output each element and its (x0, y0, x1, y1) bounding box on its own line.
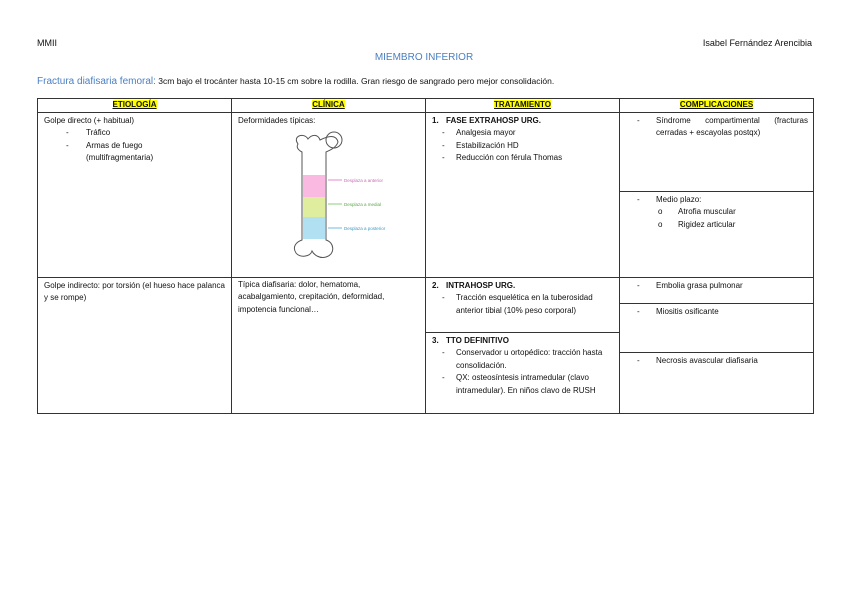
complication-subitem: o Atrofia muscular (620, 206, 808, 219)
complication-item: - Síndrome compartimental (fracturas cerradas + escayolas postqx) (620, 115, 808, 140)
complicaciones-cell-2 (620, 277, 814, 413)
complication-item: - Medio plazo: (620, 194, 808, 207)
tratamiento-cell-2 (426, 277, 620, 413)
etiologia-item-note: (multifragmentaria) (86, 153, 154, 163)
document-title: MIEMBRO INFERIOR (374, 52, 474, 63)
etiologia-item: - Tráfico (44, 127, 226, 140)
complicaciones-cell-1 (620, 112, 814, 277)
treatment-item: - QX: osteosíntesis intramedular (clavo intramedular). En niños clavo de RUSH (426, 372, 614, 397)
etiologia-direct: Golpe directo (+ habitual) (44, 115, 135, 125)
subtitle-lead: Fractura diafisaria femoral: (37, 76, 156, 87)
phase-title: FASE EXTRAHOSP URG. (446, 115, 541, 125)
subtitle (37, 76, 554, 87)
complication-item: - Miositis osificante (620, 306, 808, 319)
main-table (37, 98, 814, 414)
complication-item: - Embolia grasa pulmonar (620, 280, 808, 293)
etiologia-cell-1 (38, 112, 232, 277)
phase-title: TTO DEFINITIVO (446, 335, 509, 345)
complication-subitem: o Rigidez articular (620, 219, 808, 232)
clinica-cell (232, 112, 426, 413)
treatment-item: - Tracción esquelética en la tuberosidad anterior tibial (10% peso corporal) (426, 292, 614, 317)
column-header-etiologia: ETIOLOGÍA (38, 99, 232, 113)
treatment-item: - Reducción con férula Thomas (426, 152, 614, 165)
etiologia-item: - Armas de fuego (44, 140, 226, 153)
column-header-clinica: CLÍNICA (232, 99, 426, 113)
column-header-tratamiento: TRATAMIENTO (426, 99, 620, 113)
column-header-complicaciones: COMPLICACIONES (620, 99, 814, 113)
figure-label-posterior: Desplaza a posterior (344, 226, 386, 232)
treatment-item: - Conservador u ortopédico: tracción hasta consolidación. (426, 347, 614, 372)
subtitle-text: 3cm bajo el trocánter hasta 10-15 cm sobre la rodilla. Gran riesgo de sangrado pero mejor consolidación. (155, 76, 555, 86)
treatment-item: - Estabilización HD (426, 140, 614, 153)
etiologia-cell-2 (38, 277, 232, 413)
figure-label-medial: Desplaza a medial (344, 202, 382, 208)
clinica-deformities: Deformidades típicas: (238, 115, 316, 125)
femur-illustration (278, 130, 398, 262)
clinica-typical: Típica diafisaria: dolor, hematoma, acabalgamiento, crepitación, deformidad, impotencia funcional… (238, 279, 385, 314)
complication-item: - Necrosis avascular diafisaria (620, 355, 808, 368)
phase-title: INTRAHOSP URG. (446, 280, 516, 290)
phase-number: 2. (432, 280, 439, 290)
treatment-item: - Analgesia mayor (426, 127, 614, 140)
etiologia-indirect: Golpe indirecto: por torsión (el hueso hace palanca y se rompe) (44, 280, 225, 303)
header-author: Isabel Fernández Arencibia (702, 38, 812, 48)
phase-number: 1. (432, 115, 439, 125)
figure-label-anterior: Desplaza a anterior (344, 178, 384, 184)
tratamiento-cell-1 (426, 112, 620, 277)
phase-number: 3. (432, 335, 439, 345)
header-left: MMII (37, 38, 57, 48)
